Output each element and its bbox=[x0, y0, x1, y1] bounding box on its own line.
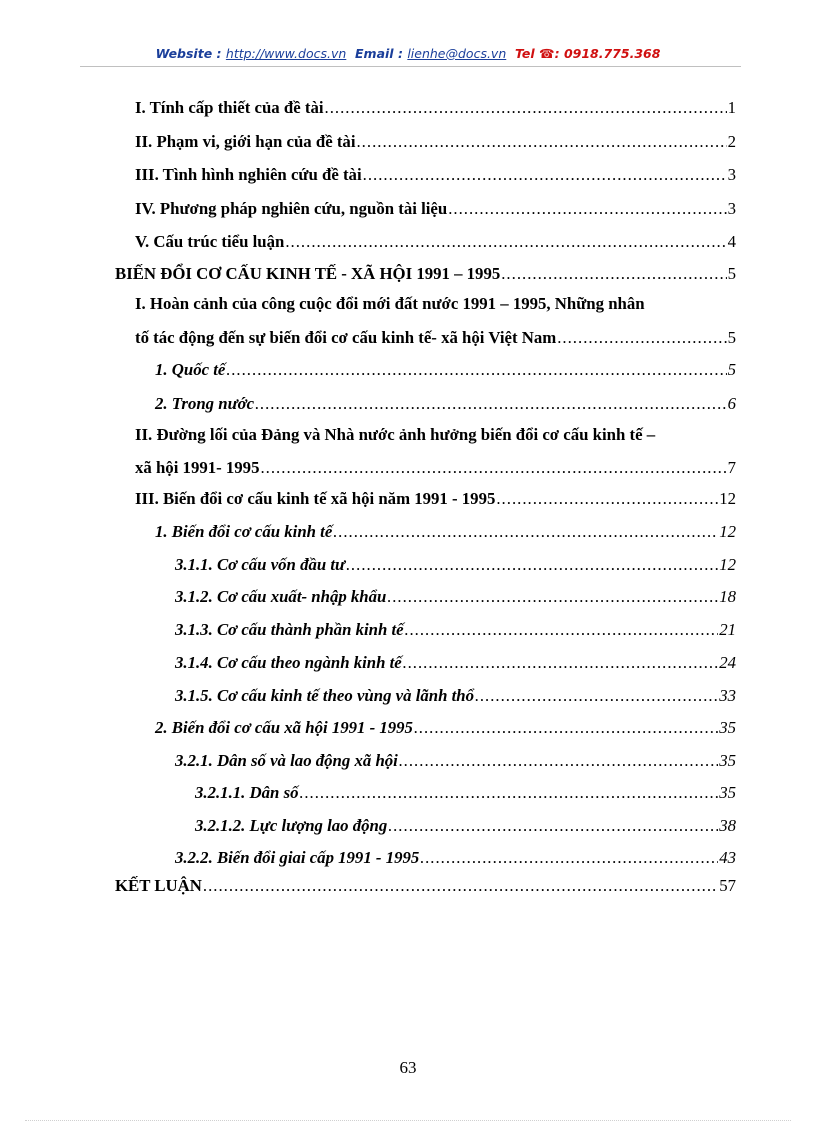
toc-entry[interactable] bbox=[135, 489, 736, 509]
toc-entry-page: 12 bbox=[719, 555, 736, 574]
toc-entry-page: 35 bbox=[719, 783, 736, 802]
toc-entry[interactable] bbox=[175, 653, 736, 673]
website-link[interactable]: http://www.docs.vn bbox=[225, 46, 347, 61]
toc-dot-leader bbox=[356, 132, 726, 152]
toc-chapter-entry[interactable] bbox=[115, 264, 736, 284]
toc-entry-page: 3 bbox=[727, 199, 736, 218]
footer-divider bbox=[25, 1120, 791, 1121]
toc-dot-leader bbox=[300, 783, 719, 803]
toc-entry-title: II. Phạm vi, giới hạn của đề tài bbox=[135, 132, 356, 151]
toc-entry[interactable] bbox=[135, 458, 736, 478]
toc-entry-title: 2. Trong nước bbox=[155, 394, 255, 413]
toc-entry-title: IV. Phương pháp nghiên cứu, nguồn tài liệu bbox=[135, 199, 448, 218]
toc-entry-page: 35 bbox=[719, 718, 736, 737]
toc-dot-leader bbox=[226, 360, 726, 380]
toc-entry-title: 1. Biến đổi cơ cấu kinh tế bbox=[155, 522, 333, 541]
toc-dot-leader bbox=[501, 264, 726, 284]
toc-entry-title: 3.2.1. Dân số và lao động xã hội bbox=[175, 751, 398, 770]
toc-dot-leader bbox=[387, 587, 718, 607]
toc-dot-leader bbox=[399, 751, 718, 771]
toc-dot-leader bbox=[203, 876, 718, 896]
toc-dot-leader bbox=[496, 489, 718, 509]
toc-entry-page: 5 bbox=[727, 328, 736, 347]
toc-entry-title: 1. Quốc tế bbox=[155, 360, 226, 379]
toc-entry[interactable] bbox=[155, 360, 736, 380]
toc-entry-title-line[interactable]: I. Hoàn cảnh của công cuộc đổi mới đất nước 1991 – 1995, Những nhân bbox=[135, 294, 645, 313]
toc-entry-title: 3.1.2. Cơ cấu xuất- nhập khẩu bbox=[175, 587, 387, 606]
phone-number: : 0918.775.368 bbox=[554, 46, 661, 61]
toc-dot-leader bbox=[363, 165, 727, 185]
toc-entry-title: III. Biến đổi cơ cấu kinh tế xã hội năm 1991 - 1995 bbox=[135, 489, 496, 508]
toc-entry-title: KẾT LUẬN bbox=[115, 876, 202, 895]
header-divider bbox=[80, 66, 741, 67]
toc-entry-title: 3.1.1. Cơ cấu vốn đầu tư bbox=[175, 555, 346, 574]
toc-entry-page: 18 bbox=[719, 587, 736, 606]
toc-entry[interactable] bbox=[175, 848, 736, 868]
toc-entry-title: 3.1.5. Cơ cấu kinh tế theo vùng và lãnh thổ bbox=[175, 686, 474, 705]
toc-entry[interactable] bbox=[155, 718, 736, 738]
email-separator: : bbox=[397, 46, 403, 61]
toc-entry-title: 3.1.3. Cơ cấu thành phần kinh tế bbox=[175, 620, 404, 639]
toc-dot-leader bbox=[346, 555, 718, 575]
toc-dot-leader bbox=[255, 394, 727, 414]
toc-dot-leader bbox=[420, 848, 718, 868]
toc-entry-title-line[interactable]: II. Đường lối của Đảng và Nhà nước ảnh hưởng biến đổi cơ cấu kinh tế – bbox=[135, 425, 656, 444]
toc-entry-page: 1 bbox=[727, 98, 736, 117]
toc-entry[interactable] bbox=[175, 555, 736, 575]
toc-entry-title: tố tác động đến sự biến đổi cơ cấu kinh tế- xã hội Việt Nam bbox=[135, 328, 557, 347]
toc-dot-leader bbox=[448, 199, 726, 219]
tel-label: Tel bbox=[514, 46, 535, 61]
toc-dot-leader bbox=[405, 620, 719, 640]
toc-dot-leader bbox=[285, 232, 726, 252]
toc-entry-page: 24 bbox=[719, 653, 736, 672]
toc-dot-leader bbox=[333, 522, 718, 542]
toc-entry-page: 5 bbox=[727, 360, 736, 379]
toc-entry[interactable] bbox=[175, 620, 736, 640]
toc-entry[interactable] bbox=[175, 686, 736, 706]
toc-entry[interactable] bbox=[135, 328, 736, 348]
toc-chapter-entry[interactable] bbox=[115, 876, 736, 896]
toc-entry-page: 4 bbox=[727, 232, 736, 251]
toc-dot-leader bbox=[414, 718, 718, 738]
toc-dot-leader bbox=[388, 816, 718, 836]
toc-entry[interactable] bbox=[135, 132, 736, 152]
toc-entry-title: 3.2.1.1. Dân số bbox=[195, 783, 299, 802]
toc-entry-page: 12 bbox=[719, 489, 736, 508]
toc-dot-leader bbox=[403, 653, 718, 673]
toc-entry-page: 35 bbox=[719, 751, 736, 770]
toc-entry-page: 57 bbox=[719, 876, 736, 895]
page-header bbox=[0, 46, 816, 61]
toc-entry-title: xã hội 1991- 1995 bbox=[135, 458, 260, 477]
toc-entry-title: BIẾN ĐỔI CƠ CẤU KINH TẾ - XÃ HỘI 1991 – 1995 bbox=[115, 264, 501, 283]
toc-dot-leader bbox=[557, 328, 726, 348]
toc-dot-leader bbox=[325, 98, 727, 118]
toc-entry-page: 38 bbox=[719, 816, 736, 835]
toc-entry-page: 21 bbox=[719, 620, 736, 639]
website-label: Website : bbox=[155, 46, 222, 61]
toc-entry[interactable] bbox=[135, 165, 736, 185]
email-label: Email bbox=[355, 46, 394, 61]
toc-entry[interactable] bbox=[195, 816, 736, 836]
toc-entry[interactable] bbox=[175, 587, 736, 607]
toc-entry-title: I. Tính cấp thiết của đề tài bbox=[135, 98, 324, 117]
toc-dot-leader bbox=[475, 686, 718, 706]
toc-entry-page: 5 bbox=[727, 264, 736, 283]
page-number: 63 bbox=[399, 1058, 417, 1077]
toc-entry-page: 12 bbox=[719, 522, 736, 541]
toc-entry-page: 7 bbox=[727, 458, 736, 477]
email-link[interactable]: lienhe@docs.vn bbox=[407, 46, 507, 61]
toc-entry-page: 3 bbox=[727, 165, 736, 184]
toc-entry[interactable] bbox=[155, 522, 736, 542]
toc-entry[interactable] bbox=[195, 783, 736, 803]
toc-entry-page: 33 bbox=[719, 686, 736, 705]
toc-entry-page: 6 bbox=[727, 394, 736, 413]
toc-entry[interactable] bbox=[175, 751, 736, 771]
toc-entry-page: 43 bbox=[719, 848, 736, 867]
toc-entry-title: 3.2.2. Biến đổi giai cấp 1991 - 1995 bbox=[175, 848, 420, 867]
toc-entry-title: 3.2.1.2. Lực lượng lao động bbox=[195, 816, 388, 835]
toc-entry-title: 2. Biến đổi cơ cấu xã hội 1991 - 1995 bbox=[155, 718, 413, 737]
toc-entry-title: III. Tình hình nghiên cứu đề tài bbox=[135, 165, 362, 184]
phone-icon: ☎ bbox=[539, 46, 555, 61]
toc-entry[interactable] bbox=[135, 199, 736, 219]
toc-entry[interactable] bbox=[135, 232, 736, 252]
toc-dot-leader bbox=[260, 458, 726, 478]
toc-entry[interactable] bbox=[135, 98, 736, 118]
toc-entry-title: 3.1.4. Cơ cấu theo ngành kinh tế bbox=[175, 653, 402, 672]
toc-entry-title: V. Cấu trúc tiểu luận bbox=[135, 232, 285, 251]
toc-entry-page: 2 bbox=[727, 132, 736, 151]
toc-entry[interactable] bbox=[155, 394, 736, 414]
